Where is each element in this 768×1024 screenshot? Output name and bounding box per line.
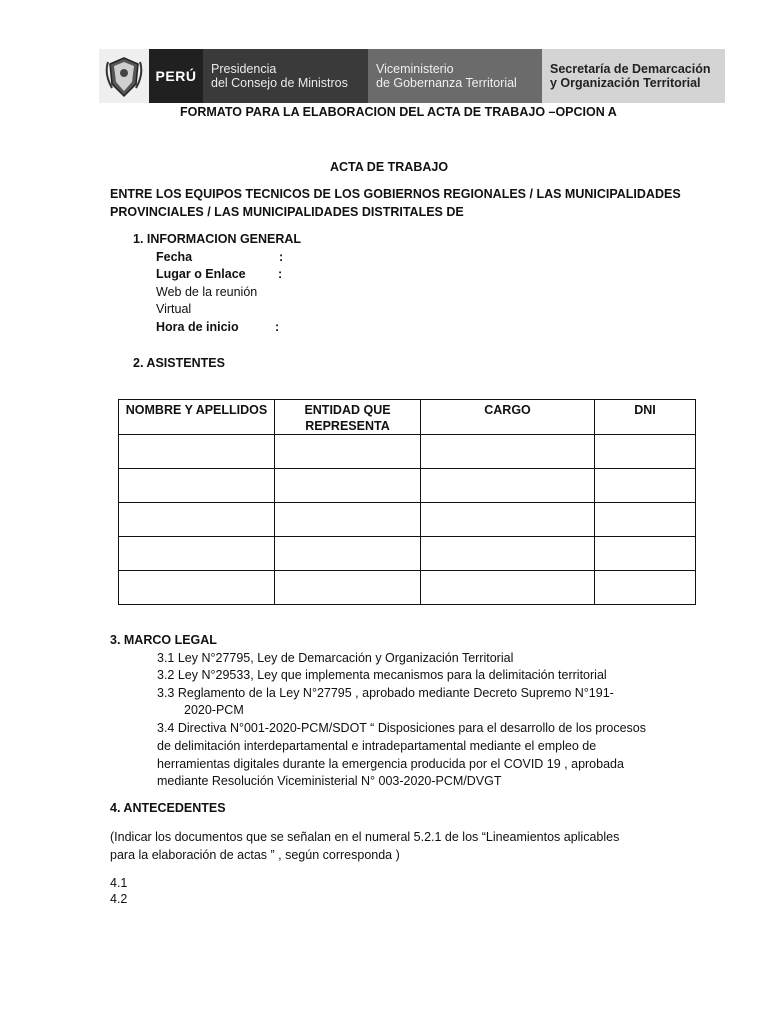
- fecha-label: Fecha: [156, 250, 193, 264]
- table-row: [119, 537, 696, 571]
- web-label-line1: Web de la reunión: [156, 285, 258, 299]
- table-row: [119, 503, 696, 537]
- table-cell[interactable]: [421, 503, 595, 537]
- table-cell[interactable]: [275, 469, 421, 503]
- hora-label: Hora de inicio: [156, 320, 239, 334]
- table-cell[interactable]: [421, 469, 595, 503]
- intro-line-1: ENTRE LOS EQUIPOS TECNICOS DE LOS GOBIERNOS REGIONALES / LAS MUNICIPALIDADES: [110, 187, 681, 201]
- col-cargo: CARGO: [421, 400, 595, 435]
- col-entidad-line2: REPRESENTA: [305, 419, 390, 433]
- sec-line1: Secretaría de Demarcación: [550, 62, 711, 76]
- antecedentes-note-line2: para la elaboración de actas ” , según corresponda ): [110, 848, 400, 862]
- table-cell[interactable]: [595, 503, 696, 537]
- legal-item-3-3-line1: 3.3 Reglamento de la Ley N°27795 , aprobado mediante Decreto Supremo N°191-: [157, 686, 614, 700]
- table-row: [119, 469, 696, 503]
- table-cell[interactable]: [421, 571, 595, 605]
- legal-item-3-4-line4: mediante Resolución Viceministerial N° 003-2020-PCM/DVGT: [157, 774, 502, 788]
- fecha-colon: :: [279, 250, 284, 264]
- table-cell[interactable]: [595, 435, 696, 469]
- pcm-label: [203, 49, 368, 103]
- table-cell[interactable]: [275, 503, 421, 537]
- legal-item-3-1: 3.1 Ley N°27795, Ley de Demarcación y Organización Territorial: [157, 651, 514, 665]
- table-cell[interactable]: [119, 435, 275, 469]
- col-dni: DNI: [595, 400, 696, 435]
- attendees-table: [118, 399, 696, 605]
- format-title: FORMATO PARA LA ELABORACION DEL ACTA DE TRABAJO –OPCION A: [180, 105, 617, 119]
- table-cell[interactable]: [421, 435, 595, 469]
- web-label-line2: Virtual: [156, 302, 192, 316]
- viceministerio-label: [368, 49, 542, 103]
- table-cell[interactable]: [275, 571, 421, 605]
- section1-heading: 1. INFORMACION GENERAL: [133, 232, 302, 246]
- col-nombre: NOMBRE Y APELLIDOS: [119, 400, 275, 435]
- acta-title: ACTA DE TRABAJO: [330, 160, 449, 174]
- lugar-colon: :: [278, 267, 283, 281]
- antecedentes-note-line1: (Indicar los documentos que se señalan en el numeral 5.2.1 de los “Lineamientos aplicables: [110, 830, 620, 844]
- legal-item-3-2: 3.2 Ley N°29533, Ley que implementa mecanismos para la delimitación territorial: [157, 668, 607, 682]
- secretaria-label: [542, 49, 725, 103]
- table-row: [119, 435, 696, 469]
- coat-of-arms-icon: [99, 49, 149, 103]
- header-banner: [99, 49, 725, 103]
- legal-item-3-4-line3: herramientas digitales durante la emergencia producida por el COVID 19 , aprobada: [157, 757, 624, 771]
- table-cell[interactable]: [119, 537, 275, 571]
- section3-heading: 3. MARCO LEGAL: [110, 633, 217, 647]
- peru-label: PERÚ: [149, 49, 203, 103]
- intro-line-2: PROVINCIALES / LAS MUNICIPALIDADES DISTRITALES DE: [110, 205, 464, 219]
- col-entidad: [275, 400, 421, 435]
- sec-line2: y Organización Territorial: [550, 76, 701, 90]
- table-cell[interactable]: [119, 503, 275, 537]
- table-cell[interactable]: [595, 571, 696, 605]
- vice-line2: de Gobernanza Territorial: [376, 76, 517, 90]
- lugar-label: Lugar o Enlace: [156, 267, 246, 281]
- table-row: [119, 571, 696, 605]
- section4-heading: 4. ANTECEDENTES: [110, 801, 226, 815]
- table-cell[interactable]: [595, 537, 696, 571]
- section2-heading: 2. ASISTENTES: [133, 356, 225, 370]
- pcm-line1: Presidencia: [211, 62, 277, 76]
- table-header-row: [119, 400, 696, 435]
- table-cell[interactable]: [595, 469, 696, 503]
- antecedentes-item-4-2: 4.2: [110, 892, 128, 906]
- hora-colon: :: [275, 320, 280, 334]
- legal-item-3-4-line2: de delimitación interdepartamental e intradepartamental mediante el empleo de: [157, 739, 597, 753]
- col-entidad-line1: ENTIDAD QUE: [304, 403, 391, 417]
- vice-line1: Viceministerio: [376, 62, 454, 76]
- legal-item-3-4-line1: 3.4 Directiva N°001-2020-PCM/SDOT “ Disposiciones para el desarrollo de los procesos: [157, 721, 647, 735]
- table-cell[interactable]: [119, 571, 275, 605]
- table-cell[interactable]: [421, 537, 595, 571]
- table-cell[interactable]: [275, 435, 421, 469]
- pcm-line2: del Consejo de Ministros: [211, 76, 348, 90]
- table-cell[interactable]: [119, 469, 275, 503]
- antecedentes-item-4-1: 4.1: [110, 876, 128, 890]
- table-cell[interactable]: [275, 537, 421, 571]
- legal-item-3-3-line2: 2020-PCM: [184, 703, 244, 717]
